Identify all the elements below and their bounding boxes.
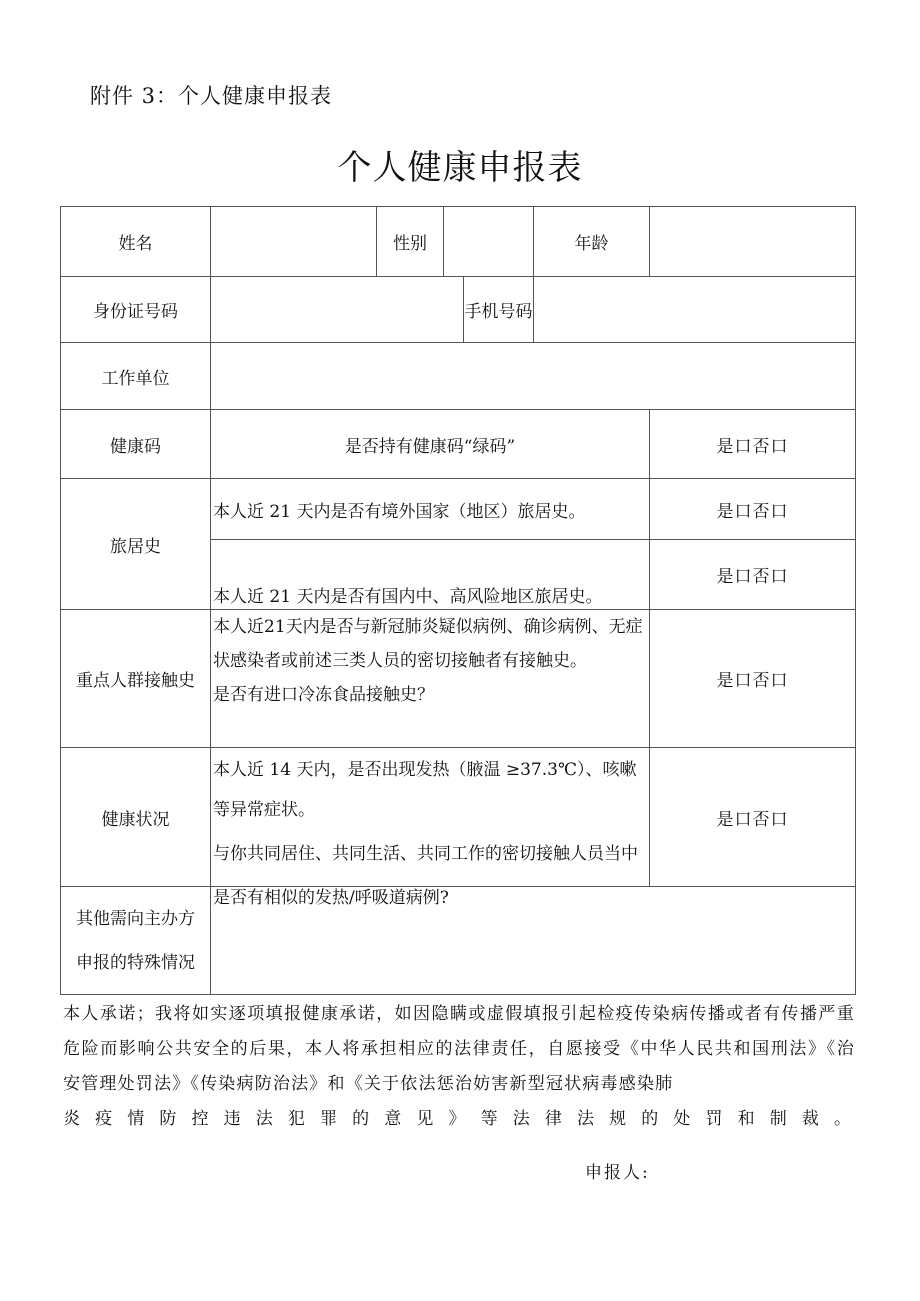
pledge-last-line-char: 》 [448, 1109, 466, 1129]
attachment-label: 附件 3：个人健康申报表 [90, 84, 333, 108]
pledge-last-line-char: 炎 [63, 1109, 80, 1129]
health-code-yes-no[interactable]: 是口否口 [650, 410, 856, 479]
contact-history-label: 重点人群接触史 [61, 610, 211, 748]
pledge-last-line-char: 违 [223, 1109, 241, 1129]
pledge-last-line-char: 法 [512, 1109, 530, 1129]
other-label-line1: 其他需向主办方 [76, 908, 195, 929]
work-unit-label: 工作单位 [61, 343, 211, 410]
pledge-last-line-char: 防 [159, 1109, 177, 1129]
pledge-last-line-char: 的 [352, 1109, 370, 1129]
pledge-last-line-char: 控 [191, 1109, 209, 1129]
pledge-last-line-char: 罪 [320, 1109, 337, 1129]
id-number-label: 身份证号码 [61, 277, 211, 343]
row-health-code [61, 410, 856, 479]
pledge-last-line-char: 等 [480, 1109, 498, 1129]
page-title: 个人健康申报表 [337, 148, 583, 188]
pledge-last-line-char: 规 [609, 1109, 627, 1129]
travel-abroad-yes-no[interactable]: 是口否口 [650, 479, 856, 540]
travel-domestic-yes-no[interactable]: 是口否口 [650, 540, 856, 610]
row-id-phone [61, 277, 856, 343]
contact-question-frozen-food: 是否有进口冷冻食品接触史？ [213, 685, 434, 705]
id-number-field[interactable] [211, 277, 464, 343]
gender-label: 性别 [377, 207, 444, 277]
health-code-label: 健康码 [61, 410, 211, 479]
health-code-question: 是否持有健康码“绿码” [211, 410, 650, 479]
gender-field[interactable] [444, 207, 534, 277]
row-other [61, 887, 856, 995]
contact-questions [211, 610, 650, 748]
contact-yes-no[interactable]: 是口否口 [650, 610, 856, 748]
work-unit-field[interactable] [211, 343, 856, 410]
pledge-last-line-char: 情 [127, 1109, 145, 1129]
health-status-yes-no[interactable]: 是口否口 [650, 748, 856, 887]
health-question-fever: 本人近 14 天内，是否出现发热（腋温 ≥37.3℃）、咳嗽等异常症状。 [213, 760, 637, 820]
pledge-last-line-char: 。 [834, 1109, 851, 1129]
health-status-label: 健康状况 [61, 748, 211, 887]
travel-question-domestic: 本人近 21 天内是否有国内中、高风险地区旅居史。 [211, 540, 650, 610]
pledge-last-line [63, 1102, 851, 1137]
contact-question-cases: 本人近21天内是否与新冠肺炎疑似病例、确诊病例、无症状感染者或前述三类人员的密切接触者有接触史。 [213, 617, 643, 671]
row-work [61, 343, 856, 410]
pledge-last-line-char: 疫 [95, 1109, 113, 1129]
pledge-last-line-char: 犯 [287, 1109, 305, 1129]
travel-history-label: 旅居史 [61, 479, 211, 610]
pledge-last-line-char: 裁 [801, 1109, 819, 1129]
row-contact [61, 610, 856, 748]
name-label: 姓名 [61, 207, 211, 277]
row-health-status [61, 748, 856, 887]
age-field[interactable] [650, 207, 856, 277]
other-situations-label [61, 887, 211, 995]
name-field[interactable] [211, 207, 377, 277]
phone-field[interactable] [534, 277, 856, 343]
other-label-line2: 申报的特殊情况 [76, 952, 195, 973]
pledge-last-line-char: 意 [384, 1109, 402, 1129]
pledge-last-line-char: 律 [544, 1109, 562, 1129]
pledge-last-line-char: 罚 [705, 1109, 723, 1129]
pledge-last-line-char: 的 [641, 1109, 659, 1129]
signer-label: 申报人: [585, 1163, 650, 1183]
travel-question-abroad: 本人近 21 天内是否有境外国家（地区）旅居史。 [211, 479, 650, 540]
row-travel-1 [61, 479, 856, 540]
pledge-last-line-char: 法 [577, 1109, 594, 1129]
health-declaration-table [60, 206, 856, 995]
phone-label: 手机号码 [464, 277, 534, 343]
row-basic-info [61, 207, 856, 277]
pledge-last-line-char: 制 [769, 1109, 787, 1129]
health-question-close-contacts: 与你共同居住、共同生活、共同工作的密切接触人员当中是否有相似的发热/呼吸道病例? [213, 844, 638, 908]
pledge-last-line-char: 法 [255, 1109, 273, 1129]
age-label: 年龄 [534, 207, 650, 277]
pledge-text: 本人承诺；我将如实逐项填报健康承诺，如因隐瞒或虚假填报引起检疫传染病传播或者有传播严重危险而影响公共安全的后果，本人将承担相应的法律责任，自愿接受《中华人民共和国刑法》《治安管理处罚法》《传染病防治法》和《关于依法惩治妨害新型冠状病毒感染肺 [63, 1004, 855, 1094]
health-status-questions [211, 748, 650, 908]
pledge-last-line-char: 见 [416, 1109, 434, 1129]
pledge-last-line-char: 和 [737, 1109, 755, 1129]
pledge-last-line-char: 处 [673, 1109, 691, 1129]
